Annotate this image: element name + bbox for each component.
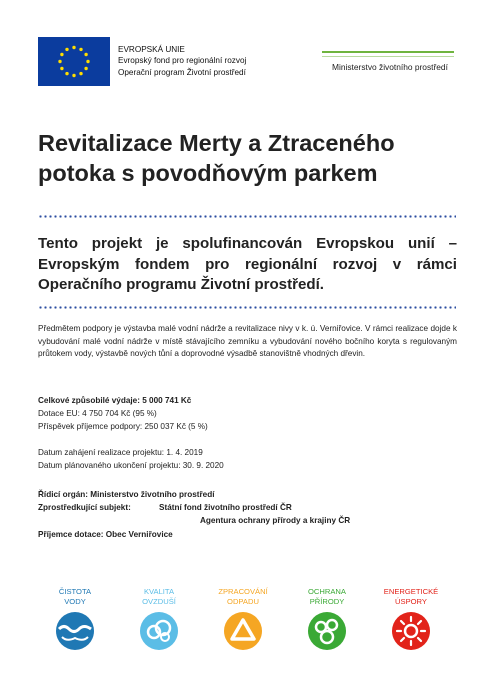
icon-nature-line2: PŘÍRODY — [309, 596, 345, 606]
page-title — [38, 128, 458, 188]
dotted-divider-bottom — [38, 306, 456, 309]
eu-stars-icon — [38, 37, 110, 86]
eu-fund-text — [118, 44, 246, 78]
icon-nature-line1: OCHRANA — [308, 587, 346, 596]
managing-body: Řídicí orgán: Ministerstvo životního prostředí — [38, 490, 215, 499]
icon-nature — [292, 587, 362, 606]
water-icon — [56, 612, 94, 650]
project-description: Předmětem podpory je výstavba malé vodní nádrže a revitalizace nivy v k. ú. Verniřovice. V rámci realizace dojde k vybudování malé vodní nádrže v místě stávajícího zemníku a vybudování nového bočního koryta s regulovaným průtokem vody, výstavbě nových tůní a doprovodné výsadbě stanovištně vhodných dřevin. — [38, 324, 457, 358]
intermediate-label: Zprostředkující subjekt: — [38, 503, 131, 512]
eu-subsidy: Dotace EU: 4 750 704 Kč (95 %) — [38, 409, 157, 418]
icon-waste-line2: ODPADU — [227, 596, 259, 606]
waste-icon — [224, 612, 262, 650]
ministry-logo-bar — [322, 51, 454, 53]
icon-energy-line2: ÚSPORY — [395, 596, 427, 606]
icon-water-line2: VODY — [64, 596, 86, 606]
icon-waste — [208, 587, 278, 606]
icon-air-line2: OVZDUŠÍ — [142, 596, 176, 606]
eu-line-3: Operační program Životní prostředí — [118, 67, 246, 77]
intermediate-body-2: Agentura ochrany přírody a krajiny ČR — [200, 516, 351, 525]
ministry-logo-bar-light — [322, 56, 454, 57]
eu-flag-logo — [38, 37, 110, 86]
icon-energy — [376, 587, 446, 606]
nature-icon — [308, 612, 346, 650]
ministry-name: Ministerstvo životního prostředí — [332, 62, 448, 72]
icon-energy-line1: ENERGETICKÉ — [383, 587, 439, 596]
eu-line-1: EVROPSKÁ UNIE — [118, 45, 185, 54]
end-date: Datum plánovaného ukončení projektu: 30. 9. 2020 — [38, 461, 224, 470]
icon-air — [124, 587, 194, 606]
intro-text: Tento projekt je spolufinancován Evropskou unií – Evropským fondem pro regionální rozvoj v rámci Operačního programu Životní prostředí. — [38, 235, 457, 293]
air-icon — [140, 612, 178, 650]
title-line-2: potoka s povodňovým parkem — [38, 160, 378, 186]
icon-waste-line1: ZPRACOVÁNÍ — [218, 587, 268, 596]
icon-water-line1: ČISTOTA — [58, 587, 92, 596]
icon-water — [40, 587, 110, 606]
energy-icon — [392, 612, 430, 650]
recipient-contribution: Příspěvek příjemce podpory: 250 037 Kč (5 %) — [38, 422, 208, 431]
icon-air-line1: KVALITA — [143, 587, 175, 596]
eu-line-2: Evropský fond pro regionální rozvoj — [118, 56, 247, 66]
total-costs: Celkové způsobilé výdaje: 5 000 741 Kč — [38, 396, 192, 405]
grant-recipient: Příjemce dotace: Obec Verniřovice — [38, 530, 173, 539]
intermediate-body-1: Státní fond životního prostředí ČR — [159, 503, 292, 512]
dotted-divider-top — [38, 215, 456, 218]
start-date: Datum zahájení realizace projektu: 1. 4. 2019 — [38, 448, 203, 457]
title-line-1: Revitalizace Merty a Ztraceného — [38, 130, 395, 156]
